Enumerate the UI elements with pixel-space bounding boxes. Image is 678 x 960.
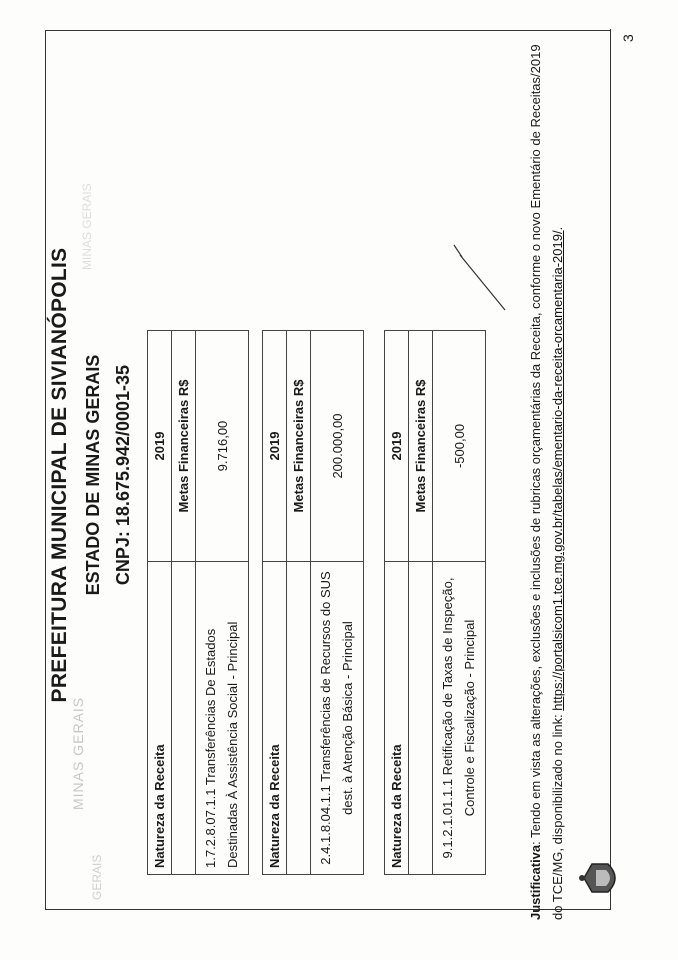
ementario-link[interactable]: https://portalsicom1.tce.mg.gov.br/tabelas/ementario-da-receita-orcamentaria-2019/ [550, 230, 565, 711]
empty-cell [287, 562, 311, 875]
justification-text: : Tendo em vista as alterações, exclusões e inclusões de rubricas orçamentárias da Receita, conforme o novo Ementário de Receitas/2019 do TCE/MG, disponibilizado no link: [528, 44, 565, 920]
col-header-nature: Natureza da Receita [148, 562, 172, 875]
col-header-goals: Metas Financeiras R$ [287, 331, 311, 562]
empty-cell [172, 562, 196, 875]
municipality-title: PREFEITURA MUNICIPAL DE SIVIANÓPOLIS [48, 247, 71, 703]
faint-watermark-text: MINAS GERAIS [70, 696, 86, 810]
col-header-nature: Natureza da Receita [385, 562, 409, 875]
revenue-description: 9.1.2.1.01.1.1 Retificação de Taxas de Inspeção, Controle e Fiscalização - Principal [433, 562, 486, 875]
col-header-year: 2019 [385, 331, 409, 562]
revenue-value: 200.000,00 [311, 331, 364, 562]
col-header-nature: Natureza da Receita [263, 562, 287, 875]
revenue-value: 9.716,00 [196, 331, 249, 562]
faint-watermark-text: GERAIS [90, 854, 104, 900]
municipal-crest-icon [578, 858, 624, 898]
revenue-table [262, 330, 364, 875]
col-header-goals: Metas Financeiras R$ [409, 331, 433, 562]
justification-end: . [550, 226, 565, 231]
state-title: ESTADO DE MINAS GERAIS [83, 354, 103, 596]
revenue-description: 1.7.2.8.07.1.1 Transferências De Estados Destinadas À Assistência Social - Principal [196, 562, 249, 875]
justification-paragraph [525, 40, 569, 920]
header-frame-right [45, 30, 610, 31]
empty-cell [409, 562, 433, 875]
signature-mark-icon [450, 225, 510, 315]
revenue-table [384, 330, 486, 875]
revenue-description: 2.4.1.8.04.1.1 Transferências de Recursos do SUS dest. à Atenção Básica - Principal [311, 562, 364, 875]
col-header-year: 2019 [263, 331, 287, 562]
faint-watermark-text: MINAS GERAIS [80, 183, 94, 270]
cnpj-title: CNPJ: 18.675.942/0001-35 [113, 364, 133, 586]
revenue-value: -500,00 [433, 331, 486, 562]
revenue-table [147, 330, 249, 875]
justification-label: Justificativa [528, 844, 543, 920]
page-number: 3 [620, 34, 636, 42]
col-header-year: 2019 [148, 331, 172, 562]
col-header-goals: Metas Financeiras R$ [172, 331, 196, 562]
